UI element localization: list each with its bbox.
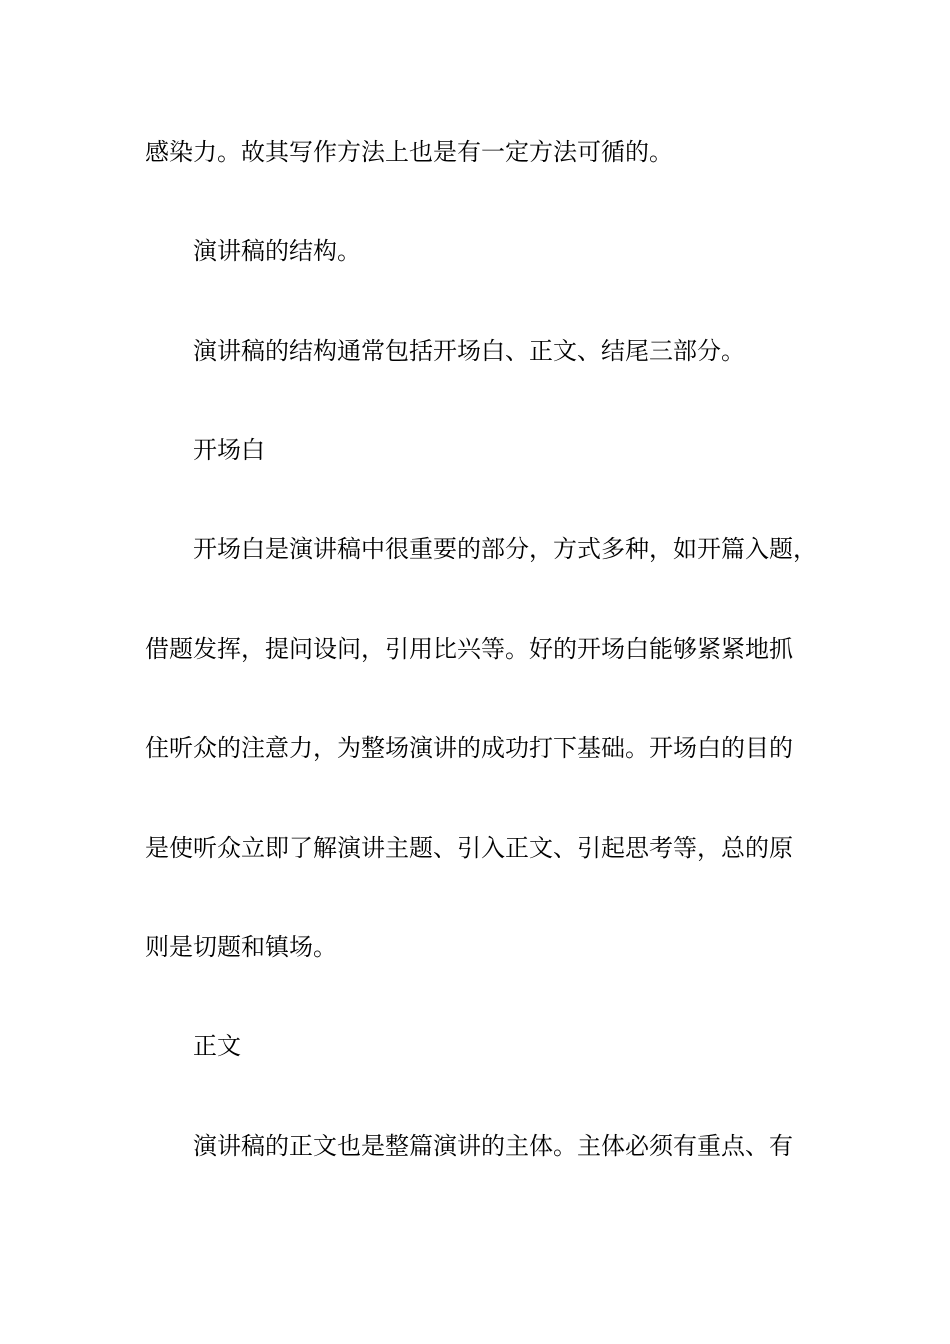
paragraph-line-opening-3: 住听众的注意力，为整场演讲的成功打下基础。开场白的目的 [145, 734, 793, 762]
paragraph-line-opening-5: 则是切题和镇场。 [145, 933, 337, 961]
section-heading-opening: 开场白 [193, 436, 265, 464]
paragraph-line-opening-1: 开场白是演讲稿中很重要的部分，方式多种，如开篇入题， [193, 535, 817, 563]
paragraph-line-1: 感染力。故其写作方法上也是有一定方法可循的。 [145, 138, 673, 166]
paragraph-line-opening-2: 借题发挥，提问设问，引用比兴等。好的开场白能够紧紧地抓 [145, 635, 793, 663]
section-heading-body: 正文 [193, 1032, 241, 1060]
paragraph-line-structure: 演讲稿的结构通常包括开场白、正文、结尾三部分。 [193, 337, 745, 365]
section-heading-structure: 演讲稿的结构。 [193, 237, 361, 265]
paragraph-line-body-1: 演讲稿的正文也是整篇演讲的主体。主体必须有重点、有 [193, 1132, 793, 1160]
paragraph-line-opening-4: 是使听众立即了解演讲主题、引入正文、引起思考等，总的原 [145, 834, 793, 862]
